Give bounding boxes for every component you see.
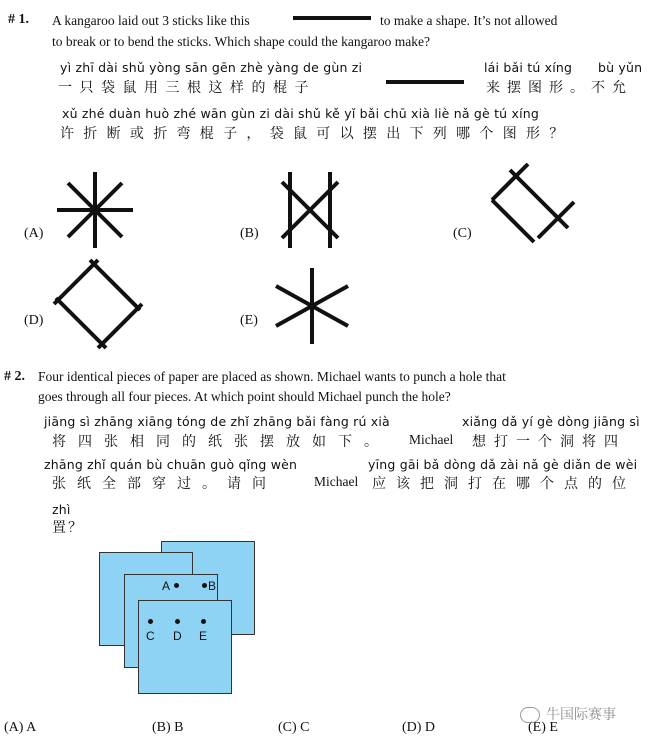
q2-chinese-line1-michael: Michael bbox=[409, 432, 454, 447]
q2-pinyin-line1a: jiāng sì zhāng xiāng tóng de zhǐ zhāng bǎi fàng rú xià bbox=[44, 414, 390, 429]
point-c-dot[interactable] bbox=[148, 619, 153, 624]
q2-answer-d[interactable]: (D) D bbox=[402, 720, 436, 735]
point-d-label: D bbox=[173, 629, 182, 643]
q2-pinyin-line2b: yīng gāi bǎ dòng dǎ zài nǎ gè diǎn de wèi bbox=[368, 457, 638, 472]
option-a-shape bbox=[55, 170, 135, 250]
q2-number: # 2. bbox=[4, 369, 25, 384]
q1-option-a-label: (A) bbox=[24, 226, 44, 241]
option-e-shape bbox=[272, 266, 352, 346]
point-a-dot[interactable] bbox=[174, 583, 179, 588]
stick-sample-2 bbox=[386, 80, 464, 84]
q1-number: # 1. bbox=[8, 12, 29, 27]
q2-chinese-line2a: 张纸全部穿过。请问 bbox=[52, 476, 277, 492]
q2-chinese-line1a: 将四张相同的纸张摆放如下。 bbox=[52, 434, 390, 450]
point-e-label: E bbox=[199, 629, 208, 643]
q2-pinyin-line3: zhì bbox=[52, 502, 71, 517]
q1-option-d-label: (D) bbox=[24, 313, 44, 328]
q1-pinyin-line1c: bù yǔn bbox=[598, 60, 643, 75]
point-c-label: C bbox=[146, 629, 155, 643]
q2-chinese-line3: 置？ bbox=[52, 520, 84, 536]
watermark bbox=[520, 704, 616, 724]
wechat-icon bbox=[520, 707, 540, 723]
q1-pinyin-line2: xǔ zhé duàn huò zhé wān gùn zi dài shǔ kě yǐ bǎi chū xià liè nǎ gè tú xíng bbox=[62, 106, 540, 121]
option-d-shape bbox=[52, 258, 144, 350]
point-d-dot[interactable] bbox=[175, 619, 180, 624]
q1-en-line2: to break or to bend the sticks. Which shape could the kangaroo make? bbox=[52, 34, 431, 49]
q2-pinyin-line1b: xiǎng dǎ yí gè dòng jiāng sì bbox=[462, 414, 640, 429]
q1-chinese-line2: 许折断或折弯棍子，袋鼠可以摆出下列哪个图形？ bbox=[60, 126, 573, 142]
q1-option-b-label: (B) bbox=[240, 226, 259, 241]
option-b-shape bbox=[280, 170, 340, 250]
q2-chinese-line2-michael: Michael bbox=[314, 474, 359, 489]
q2-answer-a[interactable]: (A) A bbox=[4, 720, 37, 735]
q1-option-e-label: (E) bbox=[240, 313, 258, 328]
option-c-shape bbox=[488, 160, 578, 250]
q2-answer-b[interactable]: (B) B bbox=[152, 720, 184, 735]
paper-3 bbox=[138, 600, 232, 694]
q2-chinese-line1c: 想打一个洞将四 bbox=[472, 434, 626, 450]
q2-answer-e[interactable]: (E) E bbox=[528, 720, 558, 735]
q1-chinese-line1a: 一只袋鼠用三根这样的棍子 bbox=[58, 80, 316, 96]
stick-sample bbox=[293, 16, 371, 20]
q1-chinese-line1b: 来摆图形。不允 bbox=[486, 80, 633, 96]
watermark-text: 牛国际赛事 bbox=[546, 707, 616, 723]
q1-pinyin-line1a: yì zhī dài shǔ yòng sān gēn zhè yàng de gùn zi bbox=[60, 60, 363, 75]
q2-en-line2: goes through all four pieces. At which point should Michael punch the hole? bbox=[38, 389, 451, 404]
q2-pinyin-line2a: zhāng zhǐ quán bù chuān guò qǐng wèn bbox=[44, 457, 298, 472]
q1-option-c-label: (C) bbox=[453, 226, 472, 241]
q2-en-line1: Four identical pieces of paper are placed as shown. Michael wants to punch a hole that bbox=[38, 369, 506, 384]
q2-answer-c[interactable]: (C) C bbox=[278, 720, 310, 735]
q1-pinyin-line1b: lái bǎi tú xíng bbox=[484, 60, 573, 75]
point-b-dot[interactable] bbox=[202, 583, 207, 588]
point-b-label: B bbox=[208, 579, 217, 593]
q2-chinese-line2c: 应该把洞打在哪个点的位 bbox=[372, 476, 636, 492]
point-e-dot[interactable] bbox=[201, 619, 206, 624]
q1-en-line1a: A kangaroo laid out 3 sticks like this bbox=[52, 13, 250, 28]
q1-en-line1b: to make a shape. It’s not allowed bbox=[380, 13, 558, 28]
point-a-label: A bbox=[162, 579, 171, 593]
